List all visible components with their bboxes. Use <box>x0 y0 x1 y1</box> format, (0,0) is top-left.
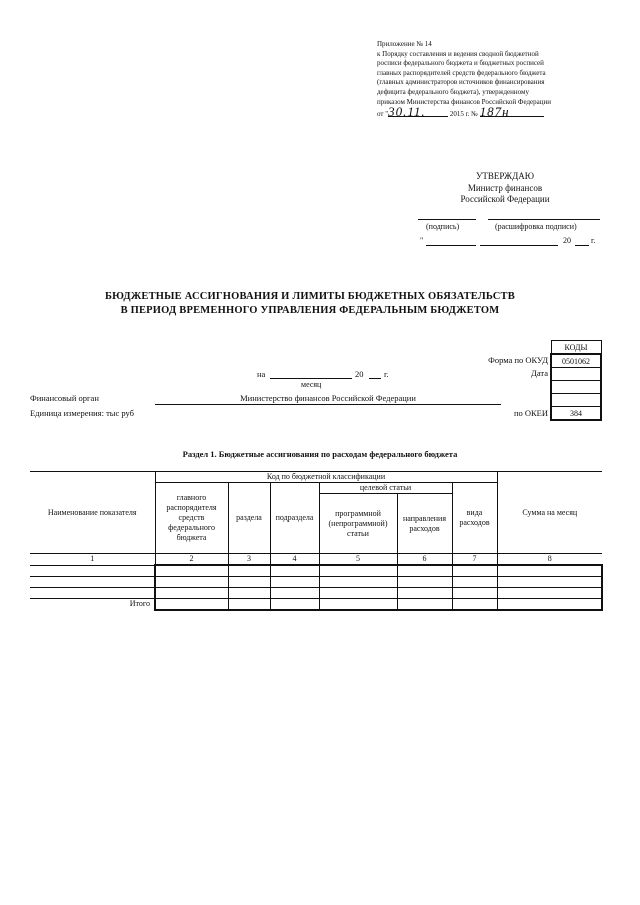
table-cell[interactable] <box>452 576 497 587</box>
section-title: Раздел 1. Бюджетные ассигнования по расходам федерального бюджета <box>182 449 458 459</box>
tselevoy-group-header: целевой статьи <box>319 483 452 494</box>
table-cell[interactable] <box>319 587 397 598</box>
title-line-1: БЮДЖЕТНЫЕ АССИГНОВАНИЯ И ЛИМИТЫ БЮДЖЕТНЫХ ОБЯЗАТЕЛЬСТВ <box>105 291 515 302</box>
codes-header: КОДЫ <box>551 341 601 355</box>
table-cell[interactable] <box>497 576 602 587</box>
col-number: 1 <box>30 554 155 566</box>
col-directions-header: направления расходов <box>397 494 452 554</box>
table-cell[interactable] <box>319 576 397 587</box>
period-year-suffix: г. <box>384 369 389 379</box>
date-label: Дата <box>531 368 548 378</box>
col-number: 6 <box>397 554 452 566</box>
appendix-note <box>377 40 627 120</box>
col-podrazdel-header: подраздела <box>270 483 319 554</box>
from-label: от <box>377 110 384 119</box>
period-na: на <box>257 369 266 379</box>
approve-position: Российской Федерации <box>460 194 550 204</box>
col-number: 7 <box>452 554 497 566</box>
col-vida-header: вида расходов <box>452 483 497 554</box>
table-row <box>30 565 602 576</box>
document-title <box>60 290 560 318</box>
period-year-line[interactable] <box>369 378 381 379</box>
appropriations-table <box>30 471 603 611</box>
approval-quote: " <box>420 236 424 245</box>
approval-year: 20 <box>563 236 571 245</box>
table-cell[interactable] <box>452 565 497 576</box>
total-row <box>30 598 602 610</box>
table-cell[interactable] <box>228 576 270 587</box>
okei-value: 384 <box>551 407 601 421</box>
approve-position: Министр финансов <box>467 182 543 193</box>
table-cell[interactable] <box>452 587 497 598</box>
budget-code-group-header: Код по бюджетной классификации <box>155 472 497 483</box>
handwritten-number: 187н <box>480 107 544 117</box>
quote-mark: " <box>385 110 389 119</box>
col-number: 4 <box>270 554 319 566</box>
handwritten-date: 30.11. <box>388 107 448 117</box>
organ-underline <box>155 404 501 405</box>
empty-code-cell[interactable] <box>551 394 601 407</box>
table-cell[interactable] <box>30 576 155 587</box>
appendix-line: (главных администраторов источников финансирования <box>377 78 545 87</box>
col-gr-header: главного распорядителя средств федерального бюджета <box>155 483 228 554</box>
approval-day-line[interactable] <box>426 245 476 246</box>
table-cell[interactable] <box>397 565 452 576</box>
table-cell[interactable] <box>155 587 228 598</box>
col-number: 8 <box>497 554 602 566</box>
approval-month-line[interactable] <box>480 245 558 246</box>
col-number: 5 <box>319 554 397 566</box>
table-cell[interactable] <box>228 587 270 598</box>
okud-label: Форма по ОКУД <box>488 355 548 365</box>
col-number: 2 <box>155 554 228 566</box>
table-cell[interactable] <box>497 587 602 598</box>
col-program-header: программной (непрограммной) статьи <box>319 494 397 554</box>
table-row <box>30 576 602 587</box>
signature-line[interactable] <box>418 219 476 220</box>
table-cell[interactable] <box>497 565 602 576</box>
table-cell[interactable] <box>270 587 319 598</box>
appendix-line: приказом Министерства финансов Российской Федерации <box>377 97 551 106</box>
approve-heading: УТВЕРЖДАЮ <box>475 171 534 181</box>
title-line-2: В ПЕРИОД ВРЕМЕННОГО УПРАВЛЕНИЯ ФЕДЕРАЛЬНЫМ БЮДЖЕТОМ <box>120 305 500 316</box>
okei-label: по ОКЕИ <box>513 408 548 418</box>
date-cell[interactable] <box>551 368 601 381</box>
table-cell[interactable] <box>397 587 452 598</box>
organ-value: Министерство финансов Российской Федерации <box>240 393 416 403</box>
table-cell[interactable] <box>30 565 155 576</box>
total-cell[interactable] <box>452 598 497 610</box>
table-cell[interactable] <box>228 565 270 576</box>
total-cell[interactable] <box>397 598 452 610</box>
appendix-line: Приложение № 14 <box>377 40 432 48</box>
total-cell[interactable] <box>270 598 319 610</box>
total-cell[interactable] <box>155 598 228 610</box>
table-cell[interactable] <box>155 576 228 587</box>
col-number: 3 <box>228 554 270 566</box>
year-number-label: 2015 г. № <box>449 110 478 119</box>
month-line[interactable] <box>270 378 352 379</box>
table-cell[interactable] <box>270 576 319 587</box>
approval-year-line[interactable] <box>575 245 589 246</box>
decoding-line[interactable] <box>488 219 600 220</box>
organ-label: Финансовый орган <box>30 393 99 403</box>
appendix-line: дефицита федерального бюджета), утвержденному <box>377 87 529 96</box>
total-label: Итого <box>30 598 155 610</box>
approval-block <box>430 171 580 206</box>
table-row <box>30 587 602 598</box>
appendix-line: росписи федерального бюджета и бюджетных росписей <box>377 59 544 68</box>
total-cell[interactable] <box>228 598 270 610</box>
table-cell[interactable] <box>397 576 452 587</box>
okud-value: 0501062 <box>551 354 601 368</box>
codes-box <box>550 340 602 421</box>
table-cell[interactable] <box>319 565 397 576</box>
signature-label: (подпись) <box>426 222 460 231</box>
decoding-label: (расшифровка подписи) <box>495 222 577 231</box>
unit-label: Единица измерения: тыс руб <box>30 408 134 418</box>
approval-year-suffix: г. <box>591 236 596 245</box>
col-sum-header: Сумма на месяц <box>497 472 602 554</box>
appendix-date-line <box>377 104 627 120</box>
table-cell[interactable] <box>270 565 319 576</box>
month-caption: месяц <box>301 380 322 389</box>
col-razdel-header: раздела <box>228 483 270 554</box>
col-name-header: Наименование показателя <box>30 472 155 554</box>
appendix-line: к Порядку составления и ведения сводной бюджетной <box>377 49 539 58</box>
total-cell[interactable] <box>319 598 397 610</box>
empty-code-cell[interactable] <box>551 381 601 394</box>
table-cell[interactable] <box>155 565 228 576</box>
table-cell[interactable] <box>30 587 155 598</box>
total-cell[interactable] <box>497 598 602 610</box>
appendix-line: главных распорядителей средств федерального бюджета <box>377 68 546 77</box>
period-year: 20 <box>355 369 364 379</box>
